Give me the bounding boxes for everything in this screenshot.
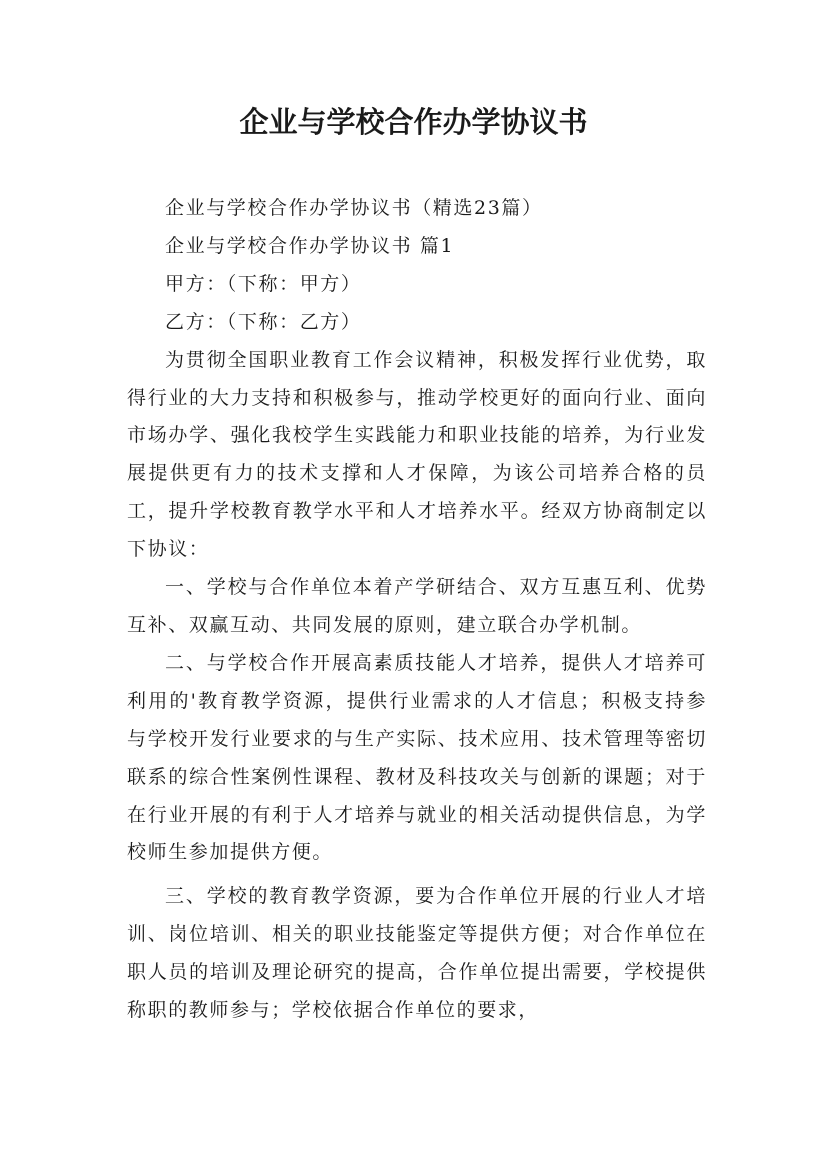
document-body xyxy=(127,190,707,1030)
paragraph-party-b: 乙方：（下称：乙方） xyxy=(165,310,362,333)
paragraph-party-a: 甲方：（下称：甲方） xyxy=(165,272,362,295)
paragraph-collection-title: 企业与学校合作办学协议书（精选23篇） xyxy=(165,197,543,219)
document-title: 企业与学校合作办学协议书 xyxy=(239,105,588,139)
paragraph-article-heading: 企业与学校合作办学协议书 篇1 xyxy=(165,234,455,257)
paragraph-clause-2: 二、与学校合作开展高素质技能人才培养，提供人才培养可利用的'教育教学资源，提供行业需求的人才信息；积极支持参与学校开发行业要求的与生产实际、技术应用、技术管理等密切联系的综合性案例性课程、教材及科技攻关与创新的课题；对于在行业开展的有利于人才培养与就业的相关活动提供信息，为学校师生参加提供方便。 xyxy=(127,651,707,864)
paragraph-clause-1: 一、学校与合作单位本着产学研结合、双方互惠互利、优势互补、双赢互动、共同发展的原则，建立联合办学机制。 xyxy=(127,576,707,636)
paragraph-clause-3: 三、学校的教育教学资源，要为合作单位开展的行业人才培训、岗位培训、相关的职业技能鉴定等提供方便；对合作单位在职人员的培训及理论研究的提高，合作单位提出需要，学校提供称职的教师参与；学校依据合作单位的要求， xyxy=(127,885,707,1022)
paragraph-preamble: 为贯彻全国职业教育工作会议精神，积极发挥行业优势，取得行业的大力支持和积极参与，推动学校更好的面向行业、面向市场办学、强化我校学生实践能力和职业技能的培养，为行业发展提供更有力的技术支撑和人才保障，为该公司培养合格的员工，提升学校教育教学水平和人才培养水平。经双方协商制定以下协议： xyxy=(127,348,707,561)
